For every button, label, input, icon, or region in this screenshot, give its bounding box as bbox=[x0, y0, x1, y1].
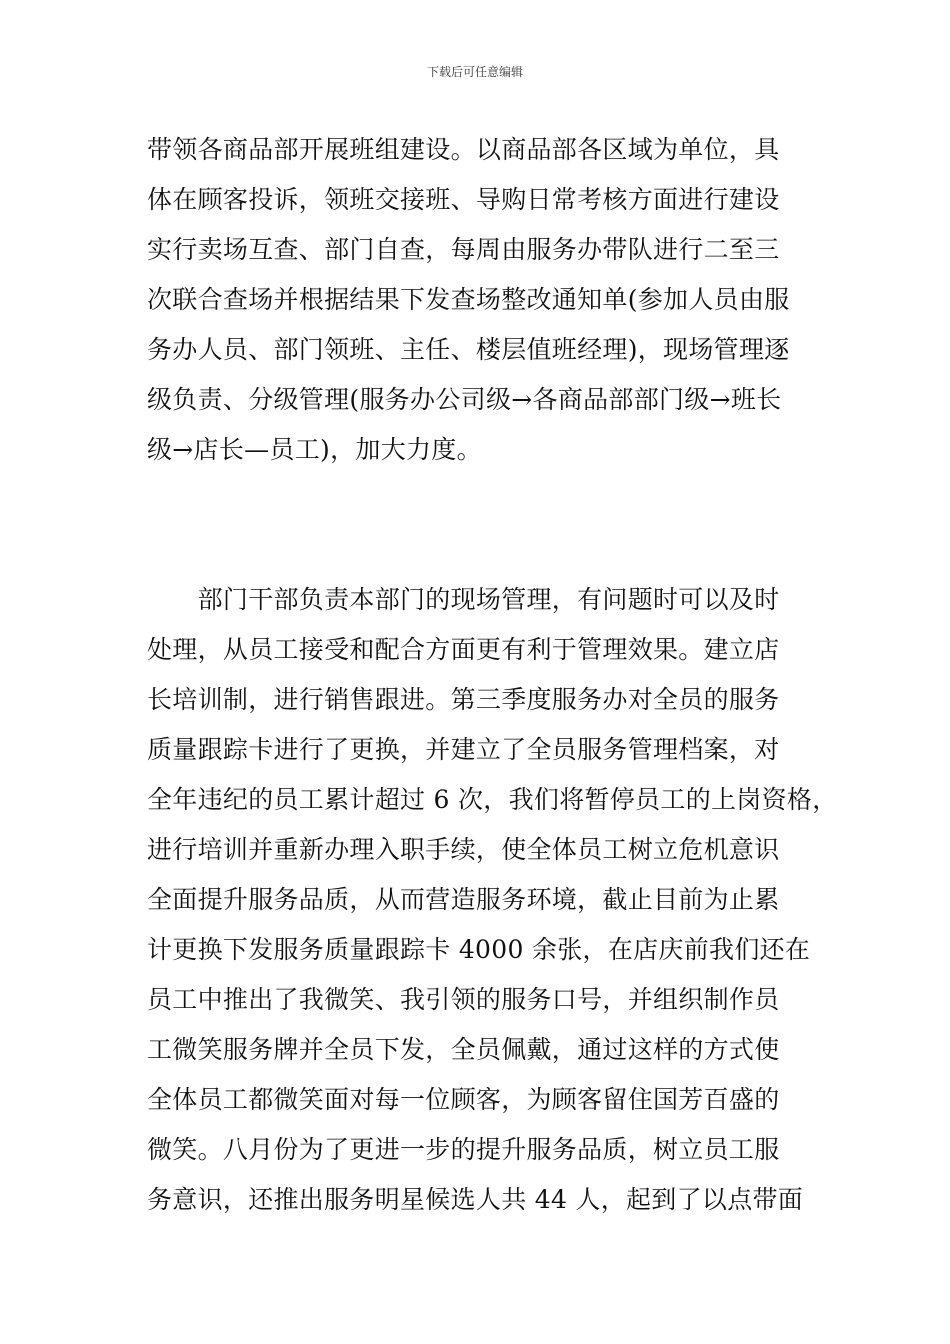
paragraph-line: 次联合查场并根据结果下发查场整改通知单(参加人员由服 bbox=[147, 285, 790, 314]
paragraph-line: 微笑。八月份为了更进一步的提升服务品质，树立员工服 bbox=[147, 1135, 780, 1164]
paragraph-line: 级负责、分级管理(服务办公司级→各商品部部门级→班长 bbox=[147, 385, 782, 414]
paragraph-line: 进行培训并重新办理入职手续，使全体员工树立危机意识 bbox=[147, 835, 780, 864]
paragraph-line: 实行卖场互查、部门自查，每周由服务办带队进行二至三 bbox=[147, 235, 780, 264]
paragraph-line: 处理，从员工接受和配合方面更有利于管理效果。建立店 bbox=[147, 635, 780, 664]
paragraph-line: 计更换下发服务质量跟踪卡 4000 余张，在店庆前我们还在 bbox=[147, 935, 811, 964]
paragraph-line: 级→店长—员工)，加大力度。 bbox=[147, 435, 482, 464]
page-header: 下载后可任意编辑 bbox=[426, 65, 523, 79]
paragraph-line: 全年违纪的员工累计超过 6 次，我们将暂停员工的上岗资格， bbox=[147, 785, 838, 814]
paragraph-line: 全面提升服务品质，从而营造服务环境，截止目前为止累 bbox=[147, 885, 780, 914]
paragraph-line: 质量跟踪卡进行了更换，并建立了全员服务管理档案，对 bbox=[147, 735, 780, 764]
paragraph-line: 体在顾客投诉，领班交接班、导购日常考核方面进行建设 bbox=[147, 185, 780, 214]
paragraph-line: 工微笑服务牌并全员下发，全员佩戴，通过这样的方式使 bbox=[147, 1035, 780, 1064]
paragraph-line: 务意识，还推出服务明星候选人共 44 人，起到了以点带面 bbox=[147, 1185, 804, 1214]
paragraph-line: 员工中推出了我微笑、我引领的服务口号，并组织制作员 bbox=[147, 985, 780, 1014]
paragraph-line: 带领各商品部开展班组建设。以商品部各区域为单位，具 bbox=[147, 135, 780, 164]
paragraph-line: 全体员工都微笑面对每一位顾客，为顾客留住国芳百盛的 bbox=[147, 1085, 780, 1114]
paragraph-line: 部门干部负责本部门的现场管理，有问题时可以及时 bbox=[147, 585, 780, 614]
paragraph-line: 长培训制，进行销售跟进。第三季度服务办对全员的服务 bbox=[147, 685, 780, 714]
paragraph-line: 务办人员、部门领班、主任、楼层值班经理)，现场管理逐 bbox=[147, 335, 790, 364]
